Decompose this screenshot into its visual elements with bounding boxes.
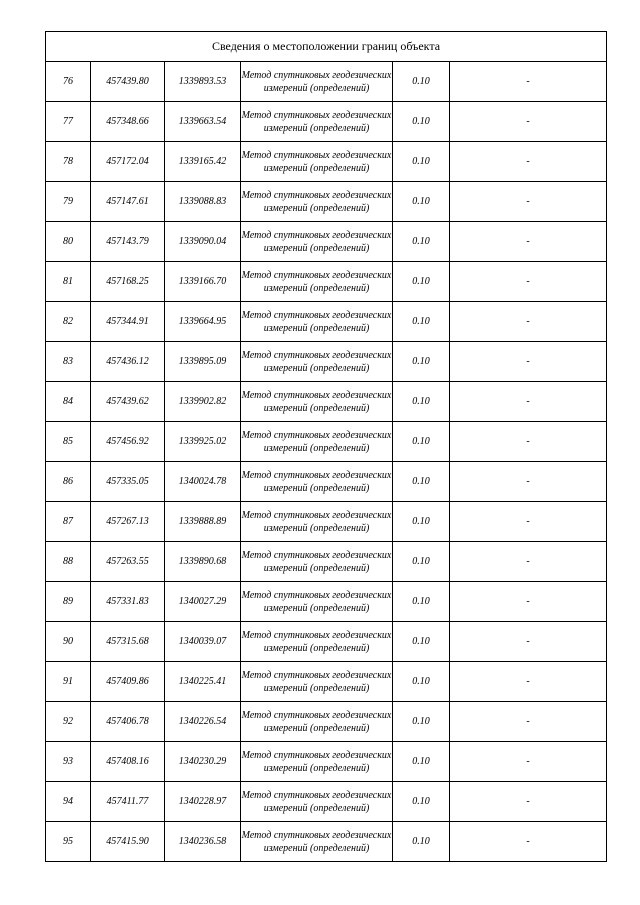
table-row (46, 182, 607, 222)
table-row (46, 742, 607, 782)
description-cell: - (450, 262, 607, 302)
y-coordinate-cell: 1340039.07 (165, 622, 241, 662)
table-title: Сведения о местоположении границ объекта (46, 32, 607, 62)
description-cell: - (450, 542, 607, 582)
y-coordinate-cell: 1339890.68 (165, 542, 241, 582)
method-cell: Метод спутниковых геодезических измерений (определений) (241, 622, 393, 662)
point-number-cell: 78 (46, 142, 91, 182)
accuracy-cell: 0.10 (393, 462, 450, 502)
x-coordinate-cell: 457411.77 (91, 782, 165, 822)
y-coordinate-cell: 1339664.95 (165, 302, 241, 342)
table-row (46, 582, 607, 622)
point-number-cell: 88 (46, 542, 91, 582)
table-row (46, 662, 607, 702)
y-coordinate-cell: 1339166.70 (165, 262, 241, 302)
y-coordinate-cell: 1339165.42 (165, 142, 241, 182)
accuracy-cell: 0.10 (393, 222, 450, 262)
method-cell: Метод спутниковых геодезических измерений (определений) (241, 382, 393, 422)
description-cell: - (450, 62, 607, 102)
point-number-cell: 90 (46, 622, 91, 662)
point-number-cell: 79 (46, 182, 91, 222)
description-cell: - (450, 102, 607, 142)
x-coordinate-cell: 457436.12 (91, 342, 165, 382)
table-row (46, 542, 607, 582)
accuracy-cell: 0.10 (393, 702, 450, 742)
method-cell: Метод спутниковых геодезических измерений (определений) (241, 542, 393, 582)
y-coordinate-cell: 1339088.83 (165, 182, 241, 222)
accuracy-cell: 0.10 (393, 102, 450, 142)
accuracy-cell: 0.10 (393, 582, 450, 622)
y-coordinate-cell: 1339895.09 (165, 342, 241, 382)
point-number-cell: 94 (46, 782, 91, 822)
x-coordinate-cell: 457267.13 (91, 502, 165, 542)
point-number-cell: 92 (46, 702, 91, 742)
point-number-cell: 89 (46, 582, 91, 622)
description-cell: - (450, 502, 607, 542)
x-coordinate-cell: 457456.92 (91, 422, 165, 462)
table-row (46, 222, 607, 262)
description-cell: - (450, 622, 607, 662)
accuracy-cell: 0.10 (393, 422, 450, 462)
x-coordinate-cell: 457331.83 (91, 582, 165, 622)
point-number-cell: 77 (46, 102, 91, 142)
point-number-cell: 86 (46, 462, 91, 502)
accuracy-cell: 0.10 (393, 182, 450, 222)
description-cell: - (450, 702, 607, 742)
x-coordinate-cell: 457439.62 (91, 382, 165, 422)
y-coordinate-cell: 1340024.78 (165, 462, 241, 502)
point-number-cell: 87 (46, 502, 91, 542)
x-coordinate-cell: 457415.90 (91, 822, 165, 862)
point-number-cell: 91 (46, 662, 91, 702)
accuracy-cell: 0.10 (393, 542, 450, 582)
x-coordinate-cell: 457172.04 (91, 142, 165, 182)
x-coordinate-cell: 457409.86 (91, 662, 165, 702)
y-coordinate-cell: 1339888.89 (165, 502, 241, 542)
table-row (46, 62, 607, 102)
accuracy-cell: 0.10 (393, 822, 450, 862)
y-coordinate-cell: 1340230.29 (165, 742, 241, 782)
x-coordinate-cell: 457147.61 (91, 182, 165, 222)
table-row (46, 822, 607, 862)
table-row (46, 382, 607, 422)
method-cell: Метод спутниковых геодезических измерений (определений) (241, 182, 393, 222)
method-cell: Метод спутниковых геодезических измерений (определений) (241, 262, 393, 302)
method-cell: Метод спутниковых геодезических измерений (определений) (241, 422, 393, 462)
method-cell: Метод спутниковых геодезических измерений (определений) (241, 102, 393, 142)
accuracy-cell: 0.10 (393, 622, 450, 662)
y-coordinate-cell: 1340225.41 (165, 662, 241, 702)
point-number-cell: 83 (46, 342, 91, 382)
point-number-cell: 76 (46, 62, 91, 102)
description-cell: - (450, 382, 607, 422)
method-cell: Метод спутниковых геодезических измерений (определений) (241, 742, 393, 782)
point-number-cell: 80 (46, 222, 91, 262)
y-coordinate-cell: 1339893.53 (165, 62, 241, 102)
method-cell: Метод спутниковых геодезических измерений (определений) (241, 502, 393, 542)
y-coordinate-cell: 1339663.54 (165, 102, 241, 142)
accuracy-cell: 0.10 (393, 262, 450, 302)
description-cell: - (450, 582, 607, 622)
description-cell: - (450, 782, 607, 822)
table-row (46, 702, 607, 742)
table-row (46, 302, 607, 342)
method-cell: Метод спутниковых геодезических измерений (определений) (241, 222, 393, 262)
point-number-cell: 81 (46, 262, 91, 302)
accuracy-cell: 0.10 (393, 662, 450, 702)
table-row (46, 142, 607, 182)
method-cell: Метод спутниковых геодезических измерений (определений) (241, 662, 393, 702)
x-coordinate-cell: 457263.55 (91, 542, 165, 582)
description-cell: - (450, 462, 607, 502)
x-coordinate-cell: 457408.16 (91, 742, 165, 782)
table-row (46, 782, 607, 822)
description-cell: - (450, 222, 607, 262)
method-cell: Метод спутниковых геодезических измерений (определений) (241, 782, 393, 822)
table-row (46, 262, 607, 302)
accuracy-cell: 0.10 (393, 742, 450, 782)
x-coordinate-cell: 457348.66 (91, 102, 165, 142)
description-cell: - (450, 742, 607, 782)
description-cell: - (450, 662, 607, 702)
method-cell: Метод спутниковых геодезических измерений (определений) (241, 822, 393, 862)
x-coordinate-cell: 457168.25 (91, 262, 165, 302)
method-cell: Метод спутниковых геодезических измерений (определений) (241, 62, 393, 102)
y-coordinate-cell: 1340226.54 (165, 702, 241, 742)
method-cell: Метод спутниковых геодезических измерений (определений) (241, 582, 393, 622)
y-coordinate-cell: 1339902.82 (165, 382, 241, 422)
x-coordinate-cell: 457344.91 (91, 302, 165, 342)
table-title-row (46, 32, 607, 62)
method-cell: Метод спутниковых геодезических измерений (определений) (241, 342, 393, 382)
x-coordinate-cell: 457143.79 (91, 222, 165, 262)
accuracy-cell: 0.10 (393, 342, 450, 382)
table-row (46, 502, 607, 542)
table-row (46, 462, 607, 502)
method-cell: Метод спутниковых геодезических измерений (определений) (241, 462, 393, 502)
x-coordinate-cell: 457335.05 (91, 462, 165, 502)
boundary-coordinates-table (45, 31, 607, 862)
accuracy-cell: 0.10 (393, 62, 450, 102)
point-number-cell: 84 (46, 382, 91, 422)
point-number-cell: 85 (46, 422, 91, 462)
accuracy-cell: 0.10 (393, 382, 450, 422)
accuracy-cell: 0.10 (393, 302, 450, 342)
y-coordinate-cell: 1339090.04 (165, 222, 241, 262)
x-coordinate-cell: 457439.80 (91, 62, 165, 102)
method-cell: Метод спутниковых геодезических измерений (определений) (241, 302, 393, 342)
table-row (46, 422, 607, 462)
accuracy-cell: 0.10 (393, 142, 450, 182)
description-cell: - (450, 142, 607, 182)
accuracy-cell: 0.10 (393, 782, 450, 822)
table-row (46, 102, 607, 142)
description-cell: - (450, 822, 607, 862)
point-number-cell: 93 (46, 742, 91, 782)
x-coordinate-cell: 457406.78 (91, 702, 165, 742)
accuracy-cell: 0.10 (393, 502, 450, 542)
table-row (46, 622, 607, 662)
x-coordinate-cell: 457315.68 (91, 622, 165, 662)
description-cell: - (450, 182, 607, 222)
description-cell: - (450, 302, 607, 342)
table-row (46, 342, 607, 382)
point-number-cell: 82 (46, 302, 91, 342)
description-cell: - (450, 342, 607, 382)
y-coordinate-cell: 1340027.29 (165, 582, 241, 622)
y-coordinate-cell: 1339925.02 (165, 422, 241, 462)
point-number-cell: 95 (46, 822, 91, 862)
method-cell: Метод спутниковых геодезических измерений (определений) (241, 142, 393, 182)
method-cell: Метод спутниковых геодезических измерений (определений) (241, 702, 393, 742)
description-cell: - (450, 422, 607, 462)
y-coordinate-cell: 1340228.97 (165, 782, 241, 822)
y-coordinate-cell: 1340236.58 (165, 822, 241, 862)
